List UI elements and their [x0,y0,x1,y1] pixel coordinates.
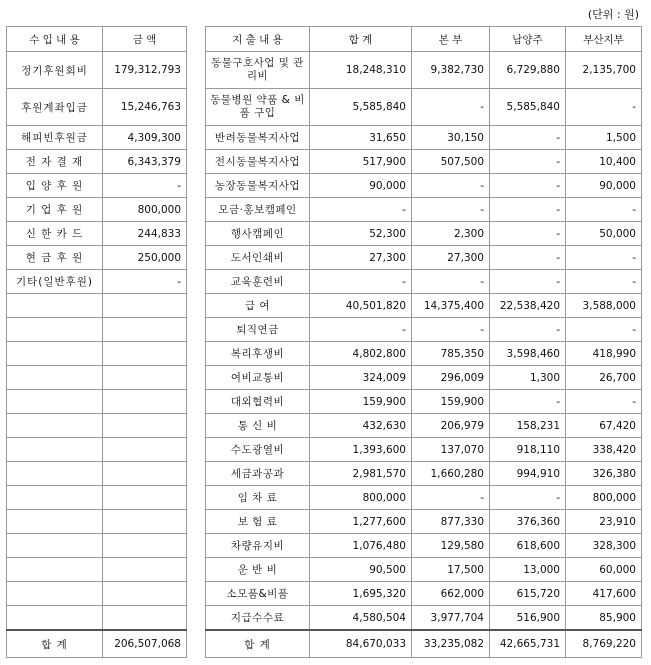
expense-row-hq: 3,977,704 [412,606,490,631]
expense-row [206,534,642,558]
expense-row-total: 4,802,800 [310,342,412,366]
expense-row-hq: - [412,198,490,222]
income-empty-cell [103,318,187,342]
expense-header-row [206,27,642,52]
expense-row-label: 퇴직연금 [206,318,310,342]
income-empty-cell [103,438,187,462]
income-row [7,198,187,222]
expense-row-hq: 877,330 [412,510,490,534]
income-empty-cell [7,510,103,534]
expense-row-namyangju: 158,231 [490,414,566,438]
expense-row [206,318,642,342]
expense-row-hq: 27,300 [412,246,490,270]
expense-row [206,52,642,89]
income-row-amount: 800,000 [103,198,187,222]
expense-row [206,342,642,366]
expense-row [206,294,642,318]
expense-row-busan: - [566,246,642,270]
income-empty-cell [7,342,103,366]
income-empty-cell [7,558,103,582]
income-empty-row [7,414,187,438]
income-total-amount: 206,507,068 [103,630,187,658]
expense-row-namyangju: - [490,270,566,294]
income-empty-row [7,462,187,486]
expense-row-label: 도서인쇄비 [206,246,310,270]
expense-row-busan: 3,588,000 [566,294,642,318]
income-row-label: 현 금 후 원 [7,246,103,270]
income-row-amount: - [103,270,187,294]
expense-row-namyangju: - [490,390,566,414]
income-row [7,126,187,150]
income-header-amount: 금 액 [103,27,187,52]
expense-row [206,246,642,270]
expense-row-busan: 67,420 [566,414,642,438]
income-empty-cell [7,414,103,438]
income-empty-cell [7,318,103,342]
expense-row-busan: 417,600 [566,582,642,606]
expense-row-busan: 338,420 [566,438,642,462]
income-row [7,246,187,270]
expense-row-total: 52,300 [310,222,412,246]
expense-row [206,89,642,126]
expense-row-total: 90,500 [310,558,412,582]
expense-body [206,52,642,631]
unit-label: (단위 : 원) [587,8,639,21]
expense-row-total: 159,900 [310,390,412,414]
income-empty-cell [103,534,187,558]
expense-row-namyangju: - [490,486,566,510]
expense-row-hq: 14,375,400 [412,294,490,318]
expense-header-hq: 본 부 [412,27,490,52]
income-row [7,52,187,89]
expense-row-namyangju: 618,600 [490,534,566,558]
expense-row-label: 반려동물복지사업 [206,126,310,150]
expense-row-hq: 9,382,730 [412,52,490,89]
expense-row [206,438,642,462]
expense-row [206,150,642,174]
expense-row-label: 여비교통비 [206,366,310,390]
expense-row [206,582,642,606]
income-empty-cell [7,294,103,318]
expense-header-namyangju: 남양주 [490,27,566,52]
expense-row-namyangju: 1,300 [490,366,566,390]
expense-row-total: 4,580,504 [310,606,412,631]
expense-row-total: - [310,318,412,342]
expense-row-namyangju: - [490,246,566,270]
expense-row-label: 행사캠페인 [206,222,310,246]
expense-row-hq: - [412,174,490,198]
expense-row-label: 임 차 료 [206,486,310,510]
expense-row-namyangju: 6,729,880 [490,52,566,89]
income-row-amount: 250,000 [103,246,187,270]
expense-row-total: 5,585,840 [310,89,412,126]
income-empty-cell [103,462,187,486]
expense-row-label: 농장동물복지사업 [206,174,310,198]
expense-row-total: 432,630 [310,414,412,438]
expense-row-busan: 23,910 [566,510,642,534]
income-row-label: 입 양 후 원 [7,174,103,198]
expense-row-hq: 159,900 [412,390,490,414]
expense-row-total: 800,000 [310,486,412,510]
income-empty-cell [7,582,103,606]
expense-row [206,486,642,510]
income-empty-row [7,606,187,631]
income-empty-row [7,510,187,534]
expense-row-namyangju: 615,720 [490,582,566,606]
expense-row-busan: 1,500 [566,126,642,150]
expense-row-total: 40,501,820 [310,294,412,318]
income-empty-row [7,318,187,342]
income-total-row [7,630,187,658]
income-row-amount: 15,246,763 [103,89,187,126]
expense-row-total: 1,076,480 [310,534,412,558]
income-empty-cell [103,606,187,631]
income-row-amount: - [103,174,187,198]
expense-row-hq: 2,300 [412,222,490,246]
expense-row-namyangju: 13,000 [490,558,566,582]
expense-row [206,558,642,582]
income-row-amount: 244,833 [103,222,187,246]
expense-row-busan: 90,000 [566,174,642,198]
expense-row-busan: - [566,390,642,414]
expense-row-busan: - [566,318,642,342]
expense-row-hq: 30,150 [412,126,490,150]
expense-row-label: 동물병원 약품 & 비품 구입 [206,89,310,126]
income-row-label: 기 업 후 원 [7,198,103,222]
expense-row-label: 보 험 료 [206,510,310,534]
expense-row-hq: 296,009 [412,366,490,390]
expense-row-hq: 17,500 [412,558,490,582]
expense-row-label: 교육훈련비 [206,270,310,294]
expense-row-hq: - [412,89,490,126]
expense-row-namyangju: 3,598,460 [490,342,566,366]
expense-row [206,174,642,198]
income-empty-cell [103,510,187,534]
income-empty-row [7,342,187,366]
expense-row-total: 517,900 [310,150,412,174]
income-row [7,150,187,174]
income-empty-cell [103,582,187,606]
income-empty-cell [103,390,187,414]
expense-row-total: 324,009 [310,366,412,390]
expense-row-namyangju: - [490,222,566,246]
income-row-label: 전 자 결 재 [7,150,103,174]
income-empty-cell [103,294,187,318]
expense-row-label: 모금·홍보캠페인 [206,198,310,222]
expense-row-hq: 662,000 [412,582,490,606]
income-empty-cell [7,366,103,390]
income-row-amount: 6,343,379 [103,150,187,174]
expense-row-total: 27,300 [310,246,412,270]
expense-header-total: 합 계 [310,27,412,52]
expense-row-total: 1,393,600 [310,438,412,462]
expense-row-busan: - [566,270,642,294]
expense-row-hq: 507,500 [412,150,490,174]
income-empty-row [7,366,187,390]
expense-row-label: 수도광열비 [206,438,310,462]
expense-row-busan: 10,400 [566,150,642,174]
income-empty-cell [103,366,187,390]
expense-header-label: 지 출 내 용 [206,27,310,52]
expense-row-total: 18,248,310 [310,52,412,89]
expense-row-namyangju: 5,585,840 [490,89,566,126]
expense-row-namyangju: - [490,126,566,150]
income-empty-cell [7,486,103,510]
expense-row-busan: 50,000 [566,222,642,246]
expense-row-hq: 206,979 [412,414,490,438]
income-empty-cell [103,558,187,582]
expense-row-busan: 85,900 [566,606,642,631]
expense-row-hq: - [412,486,490,510]
income-table [6,26,187,658]
expense-row-busan: 800,000 [566,486,642,510]
expense-row [206,270,642,294]
expense-row-total: 90,000 [310,174,412,198]
expense-row [206,462,642,486]
expense-row [206,126,642,150]
income-empty-row [7,582,187,606]
income-empty-row [7,486,187,510]
income-row-label: 기타(일반후원) [7,270,103,294]
income-total-label: 합 계 [7,630,103,658]
income-row-label: 해피빈후원금 [7,126,103,150]
expense-row [206,222,642,246]
income-empty-row [7,294,187,318]
expense-row-label: 복리후생비 [206,342,310,366]
expense-row [206,390,642,414]
expense-row-busan: 328,300 [566,534,642,558]
expense-row-hq: 785,350 [412,342,490,366]
expense-row-label: 운 반 비 [206,558,310,582]
income-row [7,89,187,126]
expense-row-busan: 2,135,700 [566,52,642,89]
expense-row-namyangju: - [490,318,566,342]
expense-row-namyangju: 376,360 [490,510,566,534]
expense-row-total: 31,650 [310,126,412,150]
income-row-label: 신 한 카 드 [7,222,103,246]
expense-row-total: - [310,270,412,294]
expense-total-label: 합 계 [206,630,310,658]
income-empty-cell [7,462,103,486]
income-empty-row [7,558,187,582]
income-row [7,222,187,246]
expense-total-total: 84,670,033 [310,630,412,658]
income-empty-cell [7,606,103,631]
expense-row-hq: - [412,318,490,342]
income-empty-row [7,534,187,558]
expense-row-busan: 60,000 [566,558,642,582]
expense-row [206,198,642,222]
income-header-row [7,27,187,52]
expense-row-total: 2,981,570 [310,462,412,486]
expense-row-hq: - [412,270,490,294]
income-row-amount: 4,309,300 [103,126,187,150]
income-header-label: 수 입 내 용 [7,27,103,52]
income-row [7,270,187,294]
expense-row-label: 세금과공과 [206,462,310,486]
expense-total-hq: 33,235,082 [412,630,490,658]
expense-row-label: 소모품&비품 [206,582,310,606]
expense-row-namyangju: - [490,150,566,174]
expense-row [206,606,642,631]
expense-row-label: 차량유지비 [206,534,310,558]
income-row-label: 후원계좌입금 [7,89,103,126]
expense-row-hq: 129,580 [412,534,490,558]
income-row [7,174,187,198]
expense-row-busan: 26,700 [566,366,642,390]
expense-row-namyangju: 22,538,420 [490,294,566,318]
expense-row-namyangju: 516,900 [490,606,566,631]
expense-row-namyangju: - [490,174,566,198]
expense-row-namyangju: 994,910 [490,462,566,486]
income-empty-cell [103,486,187,510]
expense-row [206,414,642,438]
income-empty-cell [7,438,103,462]
expense-row-total: - [310,198,412,222]
expense-header-busan: 부산지부 [566,27,642,52]
expense-row-busan: 326,380 [566,462,642,486]
expense-row-label: 전시동물복지사업 [206,150,310,174]
income-body [7,52,187,631]
expense-row-total: 1,277,600 [310,510,412,534]
expense-total-row [206,630,642,658]
expense-row-busan: - [566,198,642,222]
expense-row-hq: 137,070 [412,438,490,462]
expense-table [205,26,642,658]
income-row-amount: 179,312,793 [103,52,187,89]
expense-row-namyangju: 918,110 [490,438,566,462]
expense-row-namyangju: - [490,198,566,222]
expense-row-label: 통 신 비 [206,414,310,438]
expense-row-busan: 418,990 [566,342,642,366]
expense-row-hq: 1,660,280 [412,462,490,486]
income-empty-cell [103,414,187,438]
income-row-label: 정기후원회비 [7,52,103,89]
expense-row-total: 1,695,320 [310,582,412,606]
income-empty-row [7,438,187,462]
expense-row-label: 동물구호사업 및 관리비 [206,52,310,89]
income-empty-cell [7,534,103,558]
expense-row-label: 급 여 [206,294,310,318]
expense-row [206,510,642,534]
expense-row-label: 대외협력비 [206,390,310,414]
expense-total-namyangju: 42,665,731 [490,630,566,658]
expense-row-label: 지급수수료 [206,606,310,631]
income-empty-row [7,390,187,414]
expense-row-busan: - [566,89,642,126]
income-empty-cell [103,342,187,366]
expense-total-busan: 8,769,220 [566,630,642,658]
income-empty-cell [7,390,103,414]
expense-row [206,366,642,390]
